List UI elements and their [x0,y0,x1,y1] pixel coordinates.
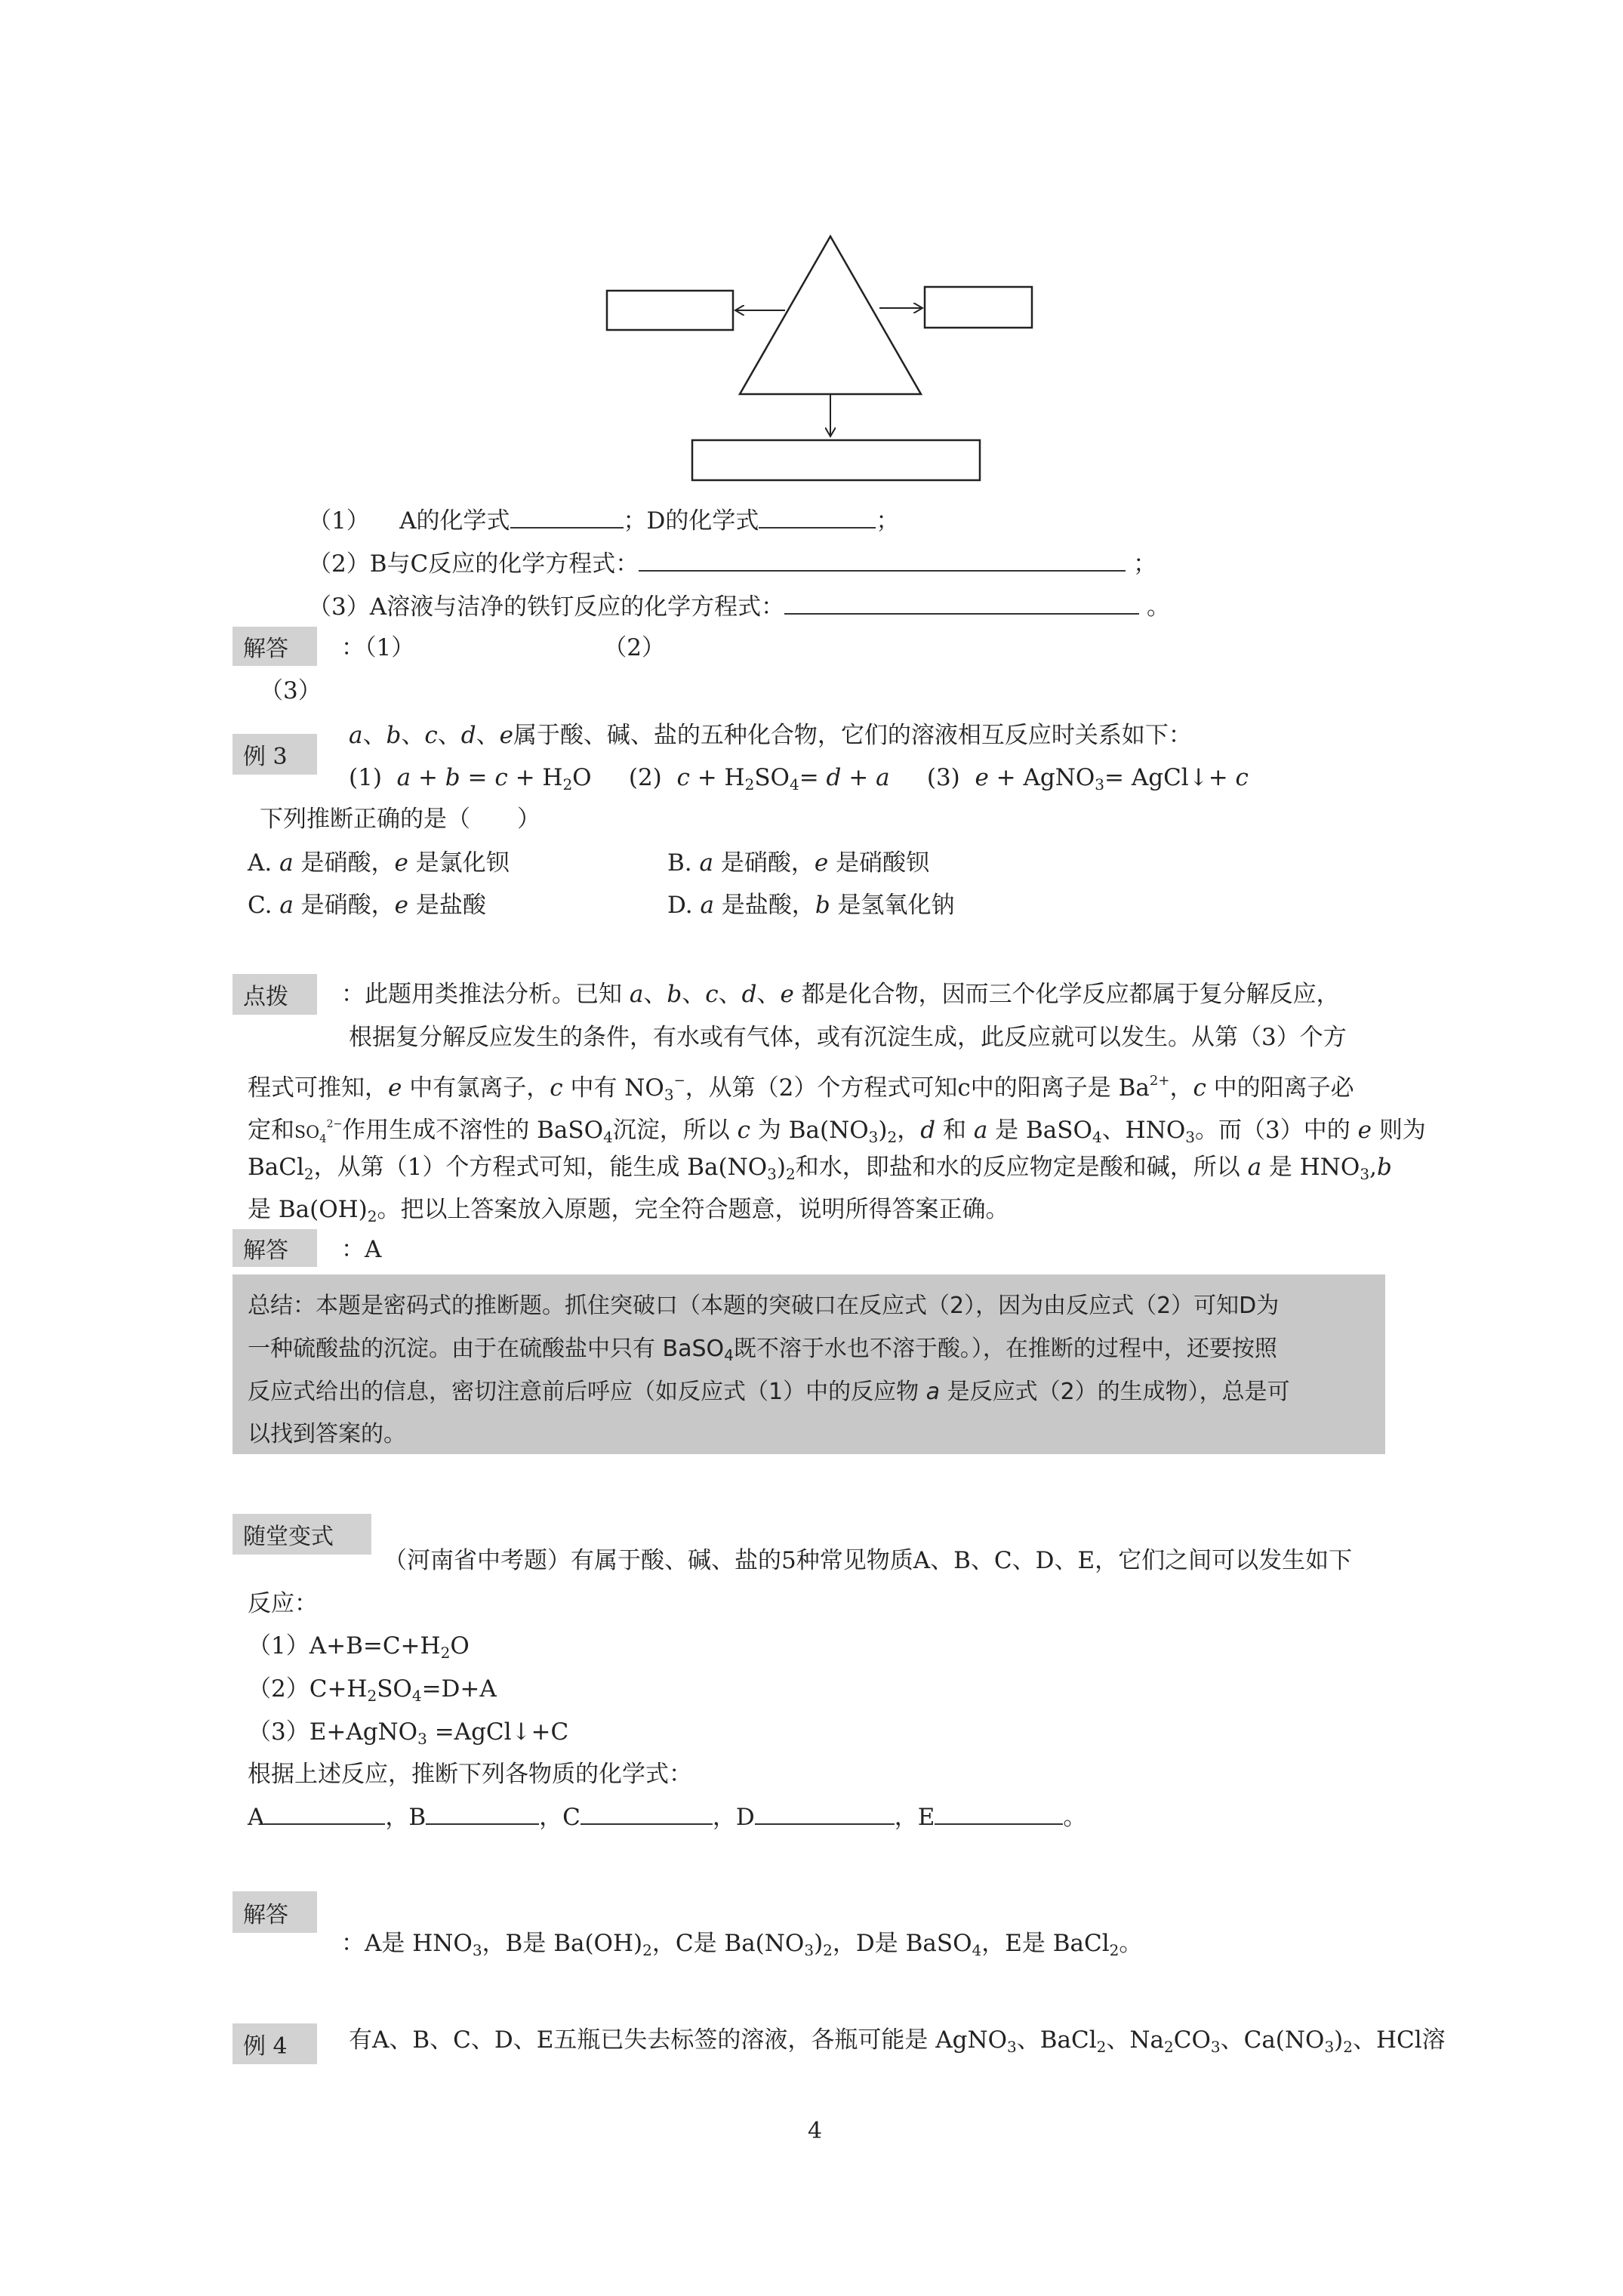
hint-line-5: BaCl$_2$，从第（1）个方程式可知，能生成 $Ba(NO_3)_2$和水，即盐和水的反应物定是酸和碱，所以 a 是 $HNO_3,b$ [248,1154,1392,1183]
option-d[interactable]: D. a 是盐酸，b 是氢氧化钠 [667,892,955,919]
hint-line-6: 是 $Ba(OH)_2$。把以上答案放入原题，完全符合题意，说明所得答案正确。 [248,1196,1009,1225]
ex4-text: 有A、B、C、D、E五瓶已失去标签的溶液，各瓶可能是 AgNO$_3$、BaCl$_2$、$Na_2CO_3$、$Ca(NO_3)_2$、HCl溶 [349,2026,1446,2056]
q2-sub3: （3）A溶液与洁净的铁钉反应的化学方程式： 。 [308,590,1170,624]
bottom-box [692,440,980,480]
variant-reaction-1: $(1)A+B=C+H_2O$ [248,1632,470,1662]
variant-intro-2: 反应： [248,1590,318,1617]
ex3-question: 下列推断正确的是（ ） [260,806,540,833]
option-a[interactable]: A. a 是硝酸，e 是氯化钡 [248,849,510,877]
summary-line-4: 以找到答案的。 [248,1421,406,1447]
variant-reaction-2: $(2)C+H_2SO_4=D+A$ [248,1675,497,1705]
summary-box [233,1274,1385,1454]
hint-line-1: ：此题用类推法分析。已知 a、b、c、d、e 都是化合物，因而三个化学反应都属于复分解反应， [341,981,1340,1008]
blank-fe[interactable] [784,590,1139,615]
left-box [607,291,733,330]
blank-C[interactable] [581,1801,713,1825]
summary-line-1: 总结：本题是密码式的推断题。抓住突破口（本题的突破口在反应式（2），因为由反应式（2）可知D为 [248,1293,1280,1319]
hint-answer-tag: 解答 [233,1229,317,1267]
blank-B[interactable] [426,1801,539,1825]
relation-diagram [0,0,1623,529]
ex3-intro: a、b、c、d、e属于酸、碱、盐的五种化合物，它们的溶液相互反应时关系如下： [349,722,1192,749]
variant-tag: 随堂变式 [233,1514,371,1555]
option-b[interactable]: B. a 是硝酸，e 是硝酸钡 [667,849,930,877]
answer-tag: 解答 [233,627,317,666]
q2-sub1: （1） A的化学式 ；D的化学式 ； [308,504,899,538]
variant-reaction-3: （3）E+AgNO$_3$ =AgCl↓+C [248,1718,569,1748]
q2-sub2: （2）B与C反应的化学方程式： ； [308,547,1156,581]
option-c[interactable]: C. a 是硝酸，e 是盐酸 [248,892,486,919]
right-box [925,287,1032,328]
q2-answer-3: （3） [260,677,322,704]
blank-E[interactable] [935,1801,1063,1825]
blank-A[interactable] [264,1801,385,1825]
hint-line-3: 程式可推知，e 中有氯离子，c 中有 $NO_3^-$，从第（2）个方程式可知c中的阳离子是 $Ba^{2+}$，c 中的阳离子必 [248,1073,1354,1104]
page-number: 4 [808,2118,823,2144]
example-3-tag: 例 3 [233,734,317,775]
q2-answer-line: ：（1） （2） [341,634,665,661]
variant-fill-line: A ，B ，C ，D ，E 。 [248,1801,1086,1834]
variant-answer-tag: 解答 [233,1891,317,1933]
triangle-shape [740,236,921,394]
summary-line-2: 一种硫酸盐的沉淀。由于在硫酸盐中只有 BaSO$_4$既不溶于水也不溶于酸。），在推断的过程中，还要按照 [248,1336,1277,1364]
hint-line-2: 根据复分解反应发生的条件，有水或有气体，或有沉淀生成，此反应就可以发生。从第（3）个方 [349,1024,1347,1051]
example-4-tag: 例 4 [233,2023,317,2064]
summary-line-3: 反应式给出的信息，密切注意前后呼应（如反应式（1）中的反应物 a 是反应式（2）的生成物），总是可 [248,1379,1290,1405]
variant-ask: 根据上述反应，推断下列各物质的化学式： [248,1761,692,1788]
blank-d[interactable] [759,504,876,529]
blank-D[interactable] [755,1801,895,1825]
variant-answer: ：A是 $HNO_3$，B是 $Ba(OH)_2$，C是 $Ba(NO_3)_2$，D是 BaSO$_4$，E是 BaCl$_2$。 [341,1930,1143,1959]
ex3-equations: (1) $a + b = c + H_2O$ (2) $c + H_2SO_4= d + a$ (3) e + AgNO$_3$= AgCl↓+ c [349,764,1249,794]
hint-answer: ：A [341,1236,382,1263]
hint-line-4: 定和$SO_4^{2-}$作用生成不溶性的 BaSO$_4$沉淀，所以 c 为 $Ba(NO_3)_2$，d 和 a 是 BaSO$_4$、$HNO_3$。而（3）中的 e 则为 [248,1117,1426,1146]
variant-intro: （河南省中考题）有属于酸、碱、盐的5种常见物质A、B、C、D、E，它们之间可以发生如下 [383,1547,1353,1574]
hint-tag: 点拨 [233,974,317,1015]
blank-bc[interactable] [639,547,1126,572]
blank-a[interactable] [510,504,624,529]
